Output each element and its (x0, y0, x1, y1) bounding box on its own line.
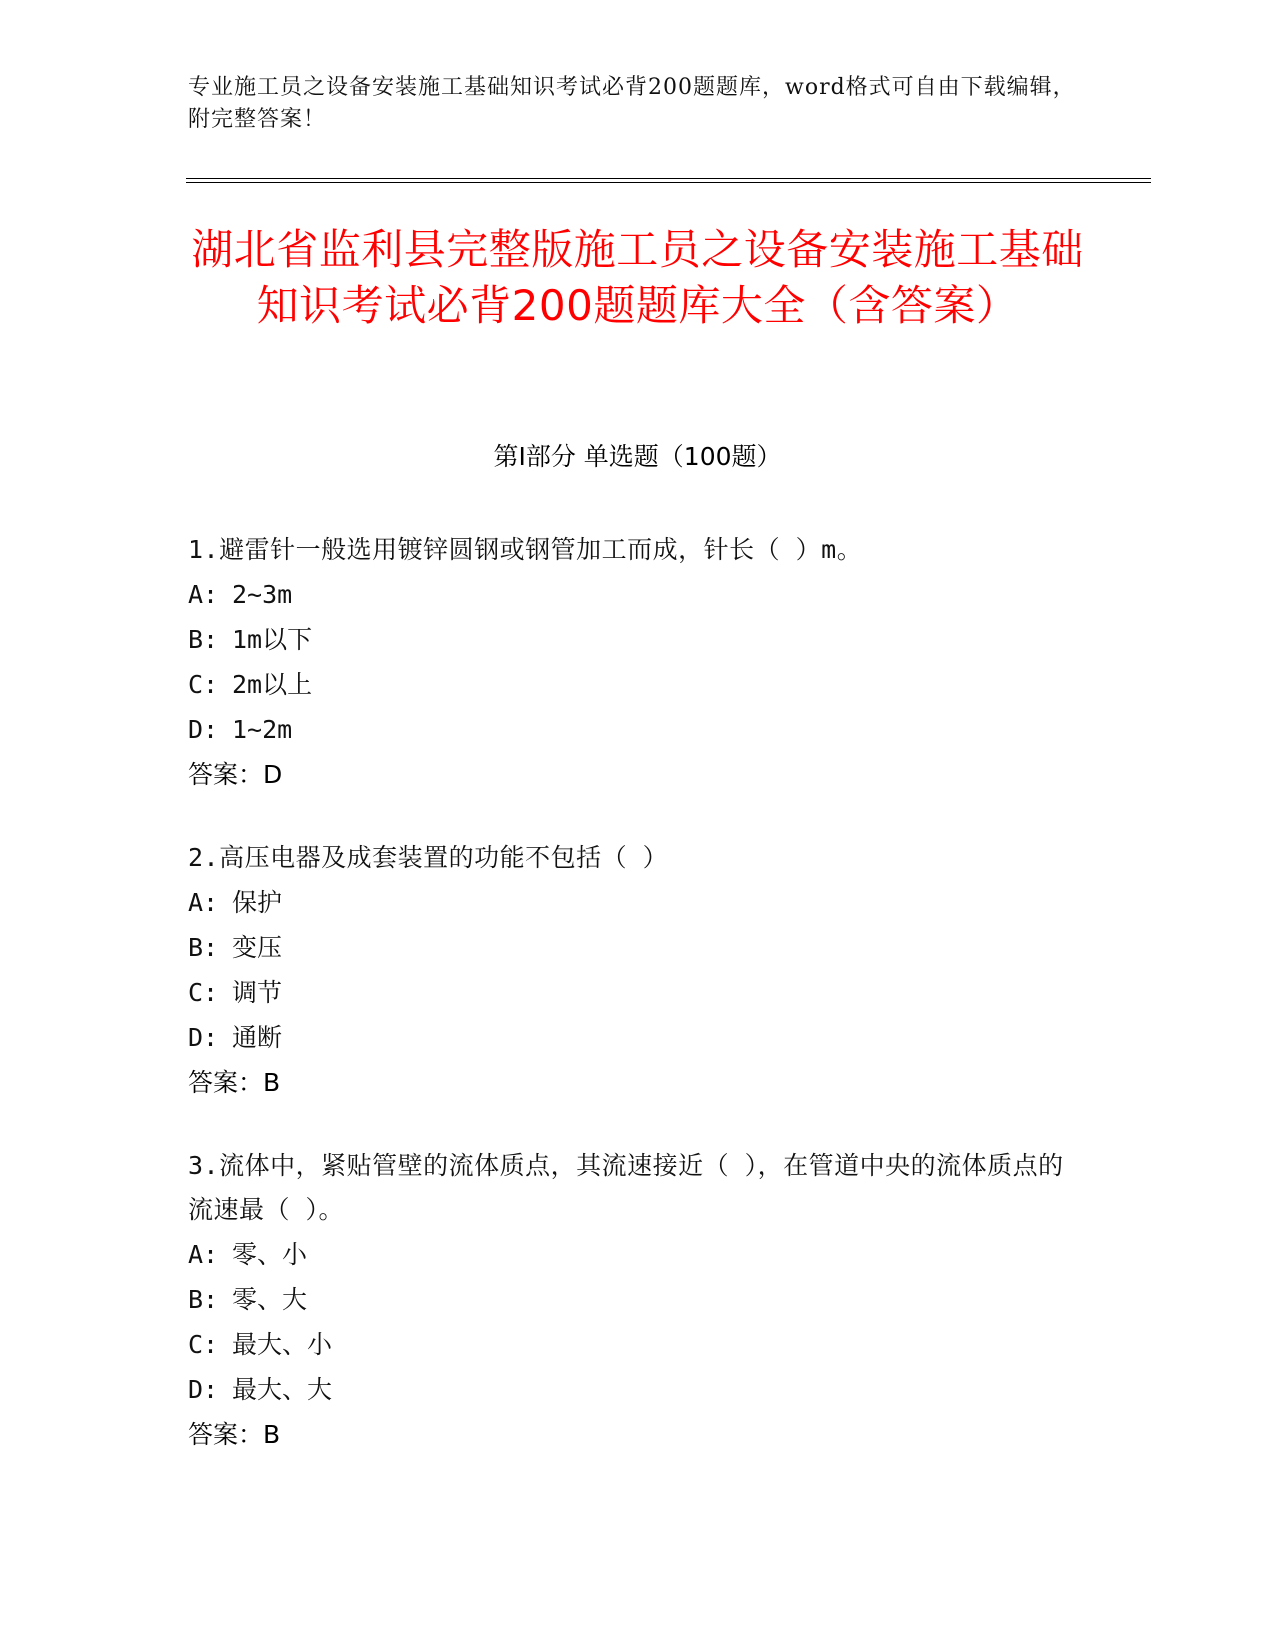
option-key: D: (188, 715, 219, 744)
option-key: B: (188, 625, 219, 654)
option-text: 最大、小 (232, 1330, 333, 1359)
question-stem: 2.高压电器及成套装置的功能不包括（ ） (188, 843, 669, 872)
section-title: 第I部分 单选题（100题） (493, 442, 782, 471)
option-c (188, 970, 1088, 1015)
option-text: 通断 (232, 1023, 283, 1052)
header-divider-secondary (186, 182, 1151, 183)
option-text: 2~3m (232, 580, 293, 609)
option-c (188, 662, 1088, 707)
question-2 (188, 836, 1088, 1106)
option-c (188, 1322, 1088, 1367)
option-text: 1m以下 (232, 625, 313, 654)
option-key: B: (188, 933, 219, 962)
option-d (188, 1015, 1088, 1060)
document-title: 湖北省监利县完整版施工员之设备安装施工基础知识考试必背200题题库大全（含答案） (191, 225, 1084, 330)
option-key: C: (188, 670, 219, 699)
question-stem: 1.避雷针一般选用镀锌圆钢或钢管加工而成，针长（ ）m。 (188, 535, 863, 564)
option-key: A: (188, 888, 219, 917)
question-3 (188, 1144, 1088, 1458)
question-stem: 3.流体中，紧贴管壁的流体质点，其流速接近（ ），在管道中央的流体质点的流速最（ ）。 (188, 1151, 1064, 1224)
question-list (188, 528, 1088, 1496)
option-text: 保护 (232, 888, 283, 917)
header-divider (186, 178, 1151, 179)
option-text: 调节 (232, 978, 283, 1007)
option-a (188, 880, 1088, 925)
option-a (188, 1232, 1088, 1277)
option-text: 1~2m (232, 715, 293, 744)
header-note: 专业施工员之设备安装施工基础知识考试必背200题题库，word格式可自由下载编辑，附完整答案！ (188, 75, 1076, 132)
option-key: A: (188, 1240, 219, 1269)
option-key: B: (188, 1285, 219, 1314)
option-b (188, 925, 1088, 970)
option-key: D: (188, 1375, 219, 1404)
answer-line: 答案：B (188, 1420, 281, 1449)
answer-line: 答案：D (188, 760, 283, 789)
option-key: D: (188, 1023, 219, 1052)
question-1 (188, 528, 1088, 798)
option-b (188, 1277, 1088, 1322)
option-key: C: (188, 1330, 219, 1359)
option-d (188, 1367, 1088, 1412)
option-text: 零、小 (232, 1240, 308, 1269)
option-text: 2m以上 (232, 670, 313, 699)
option-b (188, 617, 1088, 662)
option-key: A: (188, 580, 219, 609)
option-key: C: (188, 978, 219, 1007)
option-text: 变压 (232, 933, 283, 962)
answer-line: 答案：B (188, 1068, 281, 1097)
option-text: 零、大 (232, 1285, 308, 1314)
option-text: 最大、大 (232, 1375, 333, 1404)
option-a (188, 572, 1088, 617)
option-d (188, 707, 1088, 752)
